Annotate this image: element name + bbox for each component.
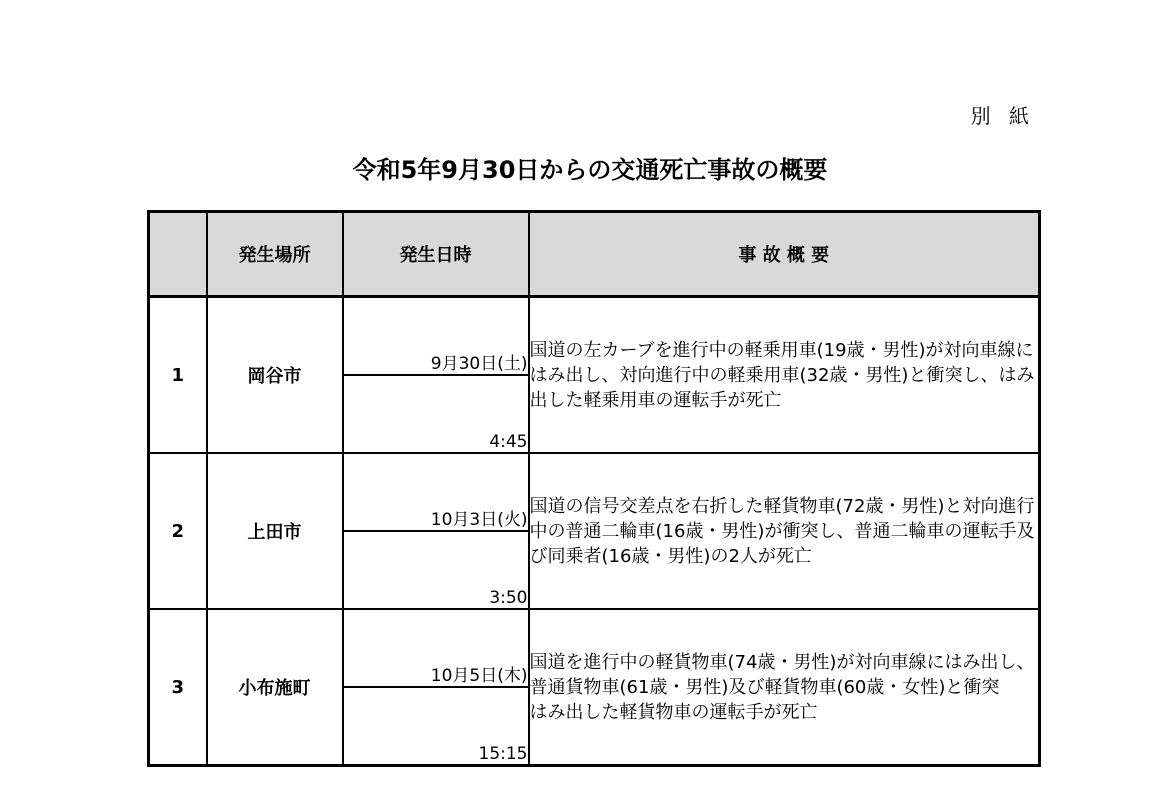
row-date: 10月3日(火) xyxy=(343,453,529,531)
row-summary: 国道の信号交差点を右折した軽貨物車(72歳・男性)と対向進行中の普通二輪車(16歳・男性)が衝突し、普通二輪車の運転手及び同乗者(16歳・男性)の2人が死亡 xyxy=(529,453,1040,609)
attachment-label: 別 紙 xyxy=(970,104,1035,128)
row-number: 2 xyxy=(149,453,207,609)
table-row xyxy=(149,609,1040,687)
row-time: 3:50 xyxy=(343,531,529,609)
table-row xyxy=(149,297,1040,376)
row-summary-line: はみ出した軽貨物車の運転手が死亡 xyxy=(529,701,818,723)
page-title: 令和5年9月30日からの交通死亡事故の概要 xyxy=(352,156,828,184)
row-time: 15:15 xyxy=(343,687,529,766)
row-time: 4:45 xyxy=(343,375,529,453)
row-location: 岡谷市 xyxy=(207,297,343,454)
row-date: 9月30日(土) xyxy=(343,297,529,376)
row-summary-line: 国道を進行中の軽貨物車(74歳・男性)が対向車線にはみ出し、普通貨物車(61歳・男性)及び軽貨物車(60歳・女性)と衝突 xyxy=(529,651,1035,698)
accident-summary-table xyxy=(147,210,1041,767)
row-location: 小布施町 xyxy=(207,609,343,766)
row-number: 1 xyxy=(149,297,207,454)
table-row xyxy=(149,453,1040,531)
row-summary: 国道の左カーブを進行中の軽乗用車(19歳・男性)が対向車線にはみ出し、対向進行中の軽乗用車(32歳・男性)と衝突し、はみ出した軽乗用車の運転手が死亡 xyxy=(529,297,1040,454)
row-number: 3 xyxy=(149,609,207,766)
row-date: 10月5日(木) xyxy=(343,609,529,687)
header-number xyxy=(149,212,207,297)
header-summary: 事 故 概 要 xyxy=(529,212,1040,297)
row-summary xyxy=(529,609,1040,766)
header-location: 発生場所 xyxy=(207,212,343,297)
row-location: 上田市 xyxy=(207,453,343,609)
table-header-row xyxy=(149,212,1040,297)
header-datetime: 発生日時 xyxy=(343,212,529,297)
